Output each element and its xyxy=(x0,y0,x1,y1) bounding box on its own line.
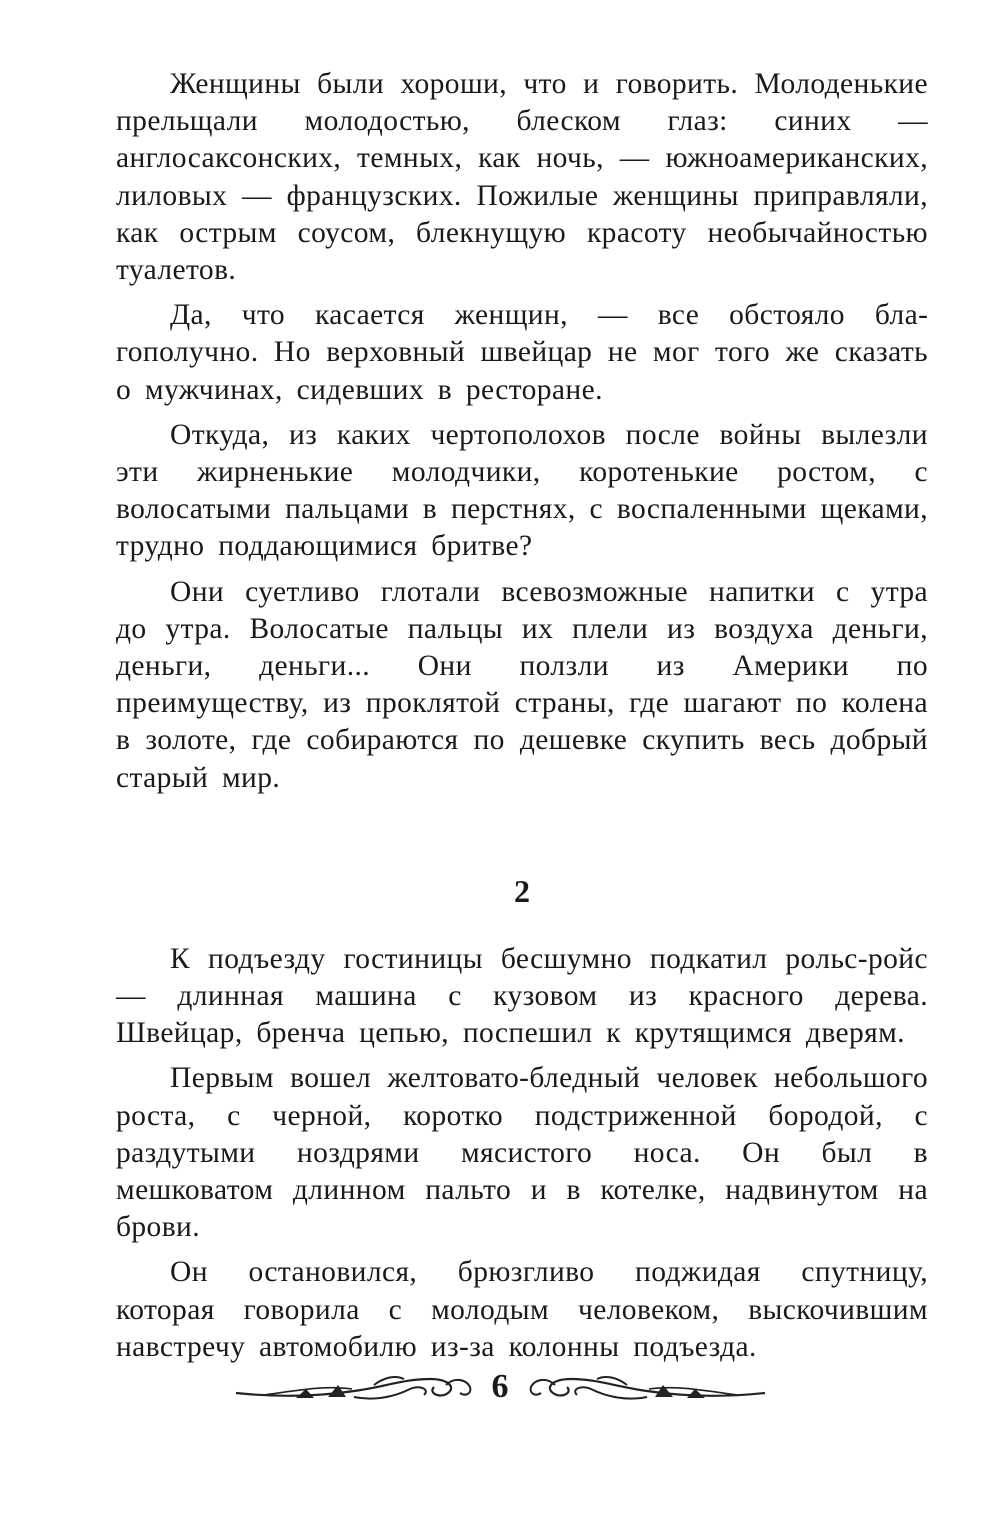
paragraph: Женщины были хороши, что и говорить. Молоденькие прельщали молодостью, блеском глаз: синих — англосаксонских, темных, как ночь, — южноамериканских, лиловых — французских. Пожилые женщины приправляли, как острым соусом, блекнущую красоту необычайностью туалетов. xyxy=(116,68,928,287)
paragraph: Он остановился, брюзгливо поджидая спутницу, которая говорила с молодым человеком, выскочившим навстречу автомобилю из-за колонны подъезда. xyxy=(116,1256,928,1363)
chapter-number: 2 xyxy=(514,872,530,909)
paragraph: К подъезду гостиницы бесшумно подкатил рольс-ройс — длинная машина с кузовом из красного дерева. Швейцар, бренча цепью, поспешил к крутящимся дверям. xyxy=(116,942,928,1050)
page-number: 6 xyxy=(491,1368,509,1405)
page-footer xyxy=(0,1362,1000,1412)
page-body xyxy=(116,66,928,1374)
paragraph: Первым вошел желтовато-бледный человек небольшого роста, с черной, коротко подстриженной бородой, с раздутыми ноздрями мясистого носа. Он был в мешковатом длинном пальто и в котелке, надвинутом на брови. xyxy=(116,1062,928,1244)
paragraph: Откуда, из каких чертополохов после войны вылезли эти жирненькие молодчики, коротенькие ростом, с волосатыми пальцами в перстнях, с воспаленными щеками, трудно поддающимися бритве? xyxy=(116,418,928,563)
paragraph: Да, что касается женщин, — все обстояло благополучно. Но верховный швейцар не мог того же сказать о мужчинах, сидевших в ресторане. xyxy=(116,299,928,406)
ornament-flourish-left-icon xyxy=(234,1367,474,1407)
ornament-flourish-right-icon xyxy=(527,1367,767,1407)
paragraph: Они суетливо глотали всевозможные напитки с утра до утра. Волосатые пальцы их плели из воздуха деньги, деньги, деньги... Они ползли из Америки по преимуществу, из проклятой страны, где шагают по колена в золоте, где собираются по дешевке скупить весь добрый старый мир. xyxy=(116,575,928,794)
